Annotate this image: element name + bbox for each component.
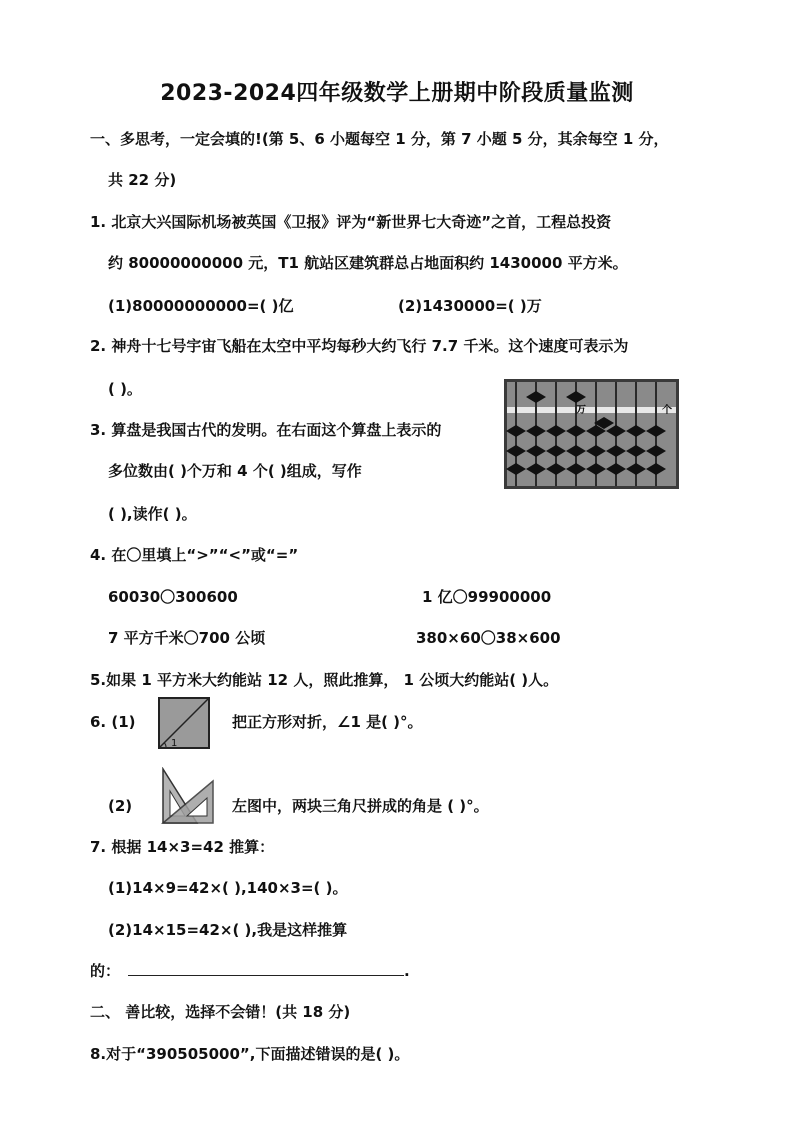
- abacus-image: [504, 379, 679, 489]
- q4-compare-4: 380×60〇38×600: [416, 629, 561, 647]
- page-title: 2023-2024四年级数学上册期中阶段质量监测: [160, 81, 634, 106]
- q3-line2: 多位数由( )个万和 4 个( )组成，写作: [108, 462, 362, 480]
- abacus-label-ge: 个: [662, 405, 672, 416]
- section1-heading: 一、多思考，一定会填的!(第 5、6 小题每空 1 分，第 7 小题 5 分，其余每空 1 分，: [90, 130, 669, 148]
- q6-text2: 左图中，两块三角尺拼成的角是 ( )°。: [232, 797, 489, 815]
- set-squares-icon: [157, 767, 215, 825]
- q7-blank-a: (1)14×9=42×( ),140×3=( )。: [108, 879, 348, 897]
- q3-line3: ( ),读作( )。: [108, 505, 197, 523]
- set-squares-image: [157, 767, 215, 825]
- q1-line1: 1. 北京大兴国际机场被英国《卫报》评为“新世界七大奇迹”之首，工程总投资: [90, 213, 612, 231]
- q1-blank-a: (1)80000000000=( )亿: [108, 297, 294, 315]
- section2-heading: 二、 善比较，选择不会错！(共 18 分): [90, 1003, 351, 1021]
- q7-answer-blank[interactable]: [128, 961, 404, 976]
- q4-compare-2: 1 亿〇99900000: [422, 588, 552, 606]
- q4-line1: 4. 在〇里填上“>”“<”或“=”: [90, 546, 299, 564]
- section1-heading-cont: 共 22 分): [108, 171, 177, 189]
- q1-line2: 约 80000000000 元，T1 航站区建筑群总占地面积约 1430000 平方米。: [108, 254, 628, 272]
- folded-square-image: [158, 697, 210, 749]
- q4-compare-3: 7 平方千米〇700 公顷: [108, 629, 266, 647]
- q1-blank-b: (2)1430000=( )万: [398, 297, 542, 315]
- q6-num2: (2): [108, 797, 133, 815]
- abacus-icon: [504, 379, 679, 489]
- q7-blank-b: (2)14×15=42×( ),我是这样推算: [108, 921, 348, 939]
- q6-num: 6. (1): [90, 713, 136, 731]
- q4-compare-1: 60030〇300600: [108, 588, 238, 606]
- q5-line1: 5.如果 1 平方米大约能站 12 人，照此推算， 1 公顷大约能站( )人。: [90, 671, 559, 689]
- q6-text1: 把正方形对折，∠1 是( )°。: [232, 713, 423, 731]
- q7-answer-line: [90, 961, 410, 981]
- q3-line1: 3. 算盘是我国古代的发明。在右面这个算盘上表示的: [90, 421, 442, 439]
- angle-label: 1: [171, 738, 178, 749]
- folded-square-icon: [158, 697, 210, 749]
- q8-line1: 8.对于“390505000”,下面描述错误的是( )。: [90, 1045, 410, 1063]
- q2-line2: ( )。: [108, 380, 142, 398]
- abacus-label-wan: 万: [576, 405, 586, 416]
- q2-line1: 2. 神舟十七号宇宙飞船在太空中平均每秒大约飞行 7.7 千米。这个速度可表示为: [90, 337, 629, 355]
- q7-answer-prefix: 的：: [90, 962, 121, 980]
- q7-line1: 7. 根据 14×3=42 推算：: [90, 838, 275, 856]
- q7-answer-end: .: [404, 962, 410, 980]
